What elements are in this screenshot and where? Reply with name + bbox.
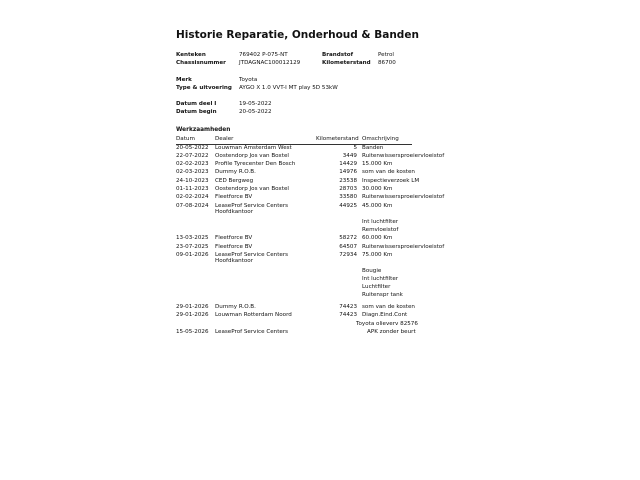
merk-value: Toyota: [239, 77, 258, 83]
merk-label: Merk: [176, 77, 192, 83]
row-omschrijving: Toyota olieverv 82576: [356, 321, 418, 327]
row-dealer: Louwman Rotterdam Noord: [215, 312, 292, 318]
row-datum: 02-03-2023: [176, 169, 209, 175]
row-datum: 07-08-2024: [176, 203, 209, 209]
row-kilometerstand: 74423: [339, 304, 357, 310]
row-datum: 15-05-2026: [176, 329, 209, 335]
column-header-omschrijving: Omschrijving: [362, 136, 399, 142]
column-header-kilometerstand: Kilometerstand: [316, 136, 359, 142]
row-omschrijving: Diagn.Eind.Cont: [362, 312, 408, 318]
brandstof-value: Petrol: [378, 52, 394, 58]
row-kilometerstand: 5: [353, 145, 357, 151]
row-dealer-line2: Hoofdkantoor: [215, 257, 254, 264]
column-header-datum: Datum: [176, 136, 195, 142]
row-kilometerstand: 3449: [342, 153, 357, 159]
row-omschrijving: som van de kosten: [362, 304, 415, 310]
row-datum: 22-07-2022: [176, 153, 209, 159]
row-omschrijving: Int luchtfilter: [362, 276, 399, 282]
kenteken-value: 769402 P-075-NT: [239, 52, 288, 58]
row-kilometerstand: 14976: [339, 169, 357, 175]
row-dealer: Profile Tyrecenter Den Bosch: [215, 161, 296, 167]
row-dealer: Fleetforce BV: [215, 235, 253, 241]
row-omschrijving: APK zonder beurt: [367, 329, 416, 335]
row-omschrijving: 45.000 Km: [362, 203, 393, 209]
row-dealer: Oostendorp Jos van Boxtel: [215, 153, 289, 159]
row-datum: 29-01-2026: [176, 304, 209, 310]
row-dealer: LeaseProf Service Centers: [215, 203, 289, 209]
row-kilometerstand: 72934: [339, 252, 357, 258]
row-dealer: Oostendorp Jos van Boxtel: [215, 186, 289, 192]
type-value: AYGO X 1.0 VVT-I MT play 5D 53kW: [239, 85, 338, 91]
row-omschrijving: 30.000 Km: [362, 186, 393, 192]
row-dealer: Dummy R.O.B.: [215, 169, 256, 175]
brandstof-label: Brandstof: [322, 52, 354, 58]
row-dealer: CED Bergweg: [215, 178, 254, 184]
row-datum: 24-10-2023: [176, 178, 209, 184]
type-label: Type & uitvoering: [176, 85, 232, 91]
chassis-label: Chassisnummer: [176, 60, 226, 66]
row-datum: 01-11-2023: [176, 186, 209, 192]
datum-deel-value: 19-05-2022: [239, 101, 272, 107]
kilometerstand-value: 86700: [378, 60, 396, 66]
row-dealer-line2: Hoofdkantoor: [215, 208, 254, 215]
row-datum: 02-02-2023: [176, 161, 209, 167]
row-kilometerstand: 74423: [339, 312, 357, 318]
row-omschrijving: 60.000 Km: [362, 235, 393, 241]
row-kilometerstand: 64507: [339, 244, 357, 250]
row-omschrijving: Remvloeistof: [362, 227, 399, 233]
row-kilometerstand: 58272: [339, 235, 357, 241]
row-dealer: LeaseProf Service Centers: [215, 329, 289, 335]
row-omschrijving: Luchtfilter: [362, 284, 391, 290]
row-dealer: Fleetforce BV: [215, 194, 253, 200]
row-omschrijving: som van de kosten: [362, 169, 415, 175]
column-header-dealer: Dealer: [215, 136, 234, 142]
row-datum: 20-05-2022: [176, 145, 209, 151]
row-kilometerstand: 44925: [339, 203, 357, 209]
row-datum: 02-02-2024: [176, 194, 209, 200]
row-kilometerstand: 28703: [339, 186, 357, 192]
row-kilometerstand: 33580: [339, 194, 357, 200]
row-kilometerstand: 23538: [339, 178, 357, 184]
row-datum: 29-01-2026: [176, 312, 209, 318]
row-omschrijving: 75.000 Km: [362, 252, 393, 258]
datum-begin-label: Datum begin: [176, 109, 217, 115]
row-dealer: LeaseProf Service Centers: [215, 252, 289, 258]
row-omschrijving: 15.000 Km: [362, 161, 393, 167]
chassis-value: JTDAGNAC100012129: [239, 60, 301, 66]
row-datum: 23-07-2025: [176, 244, 209, 250]
row-datum: 13-03-2025: [176, 235, 209, 241]
datum-deel-label: Datum deel I: [176, 101, 217, 107]
row-omschrijving: Bougie: [362, 268, 382, 274]
section-title: Werkzaamheden: [176, 127, 231, 133]
kilometerstand-label: Kilometerstand: [322, 60, 371, 66]
row-kilometerstand: 14429: [339, 161, 357, 167]
row-dealer: Louwman Amsterdam West: [215, 145, 292, 151]
row-omschrijving: Int luchtfilter: [362, 219, 399, 225]
row-omschrijving: Ruitenspr tank: [362, 292, 403, 298]
datum-begin-value: 20-05-2022: [239, 109, 272, 115]
row-dealer: Fleetforce BV: [215, 244, 253, 250]
kenteken-label: Kenteken: [176, 52, 206, 58]
page-title: Historie Reparatie, Onderhoud & Banden: [176, 29, 419, 41]
row-omschrijving: Banden: [362, 145, 384, 151]
row-omschrijving: Ruitenwissersproeiervloeistof: [362, 244, 445, 250]
row-omschrijving: Ruitenwissersproeiervloeistof: [362, 153, 445, 159]
row-dealer: Dummy R.O.B.: [215, 304, 256, 310]
row-datum: 09-01-2026: [176, 252, 209, 258]
row-omschrijving: Inspectieverzoek LM: [362, 178, 420, 184]
row-omschrijving: Ruitenwissersproeiervloeistof: [362, 194, 445, 200]
